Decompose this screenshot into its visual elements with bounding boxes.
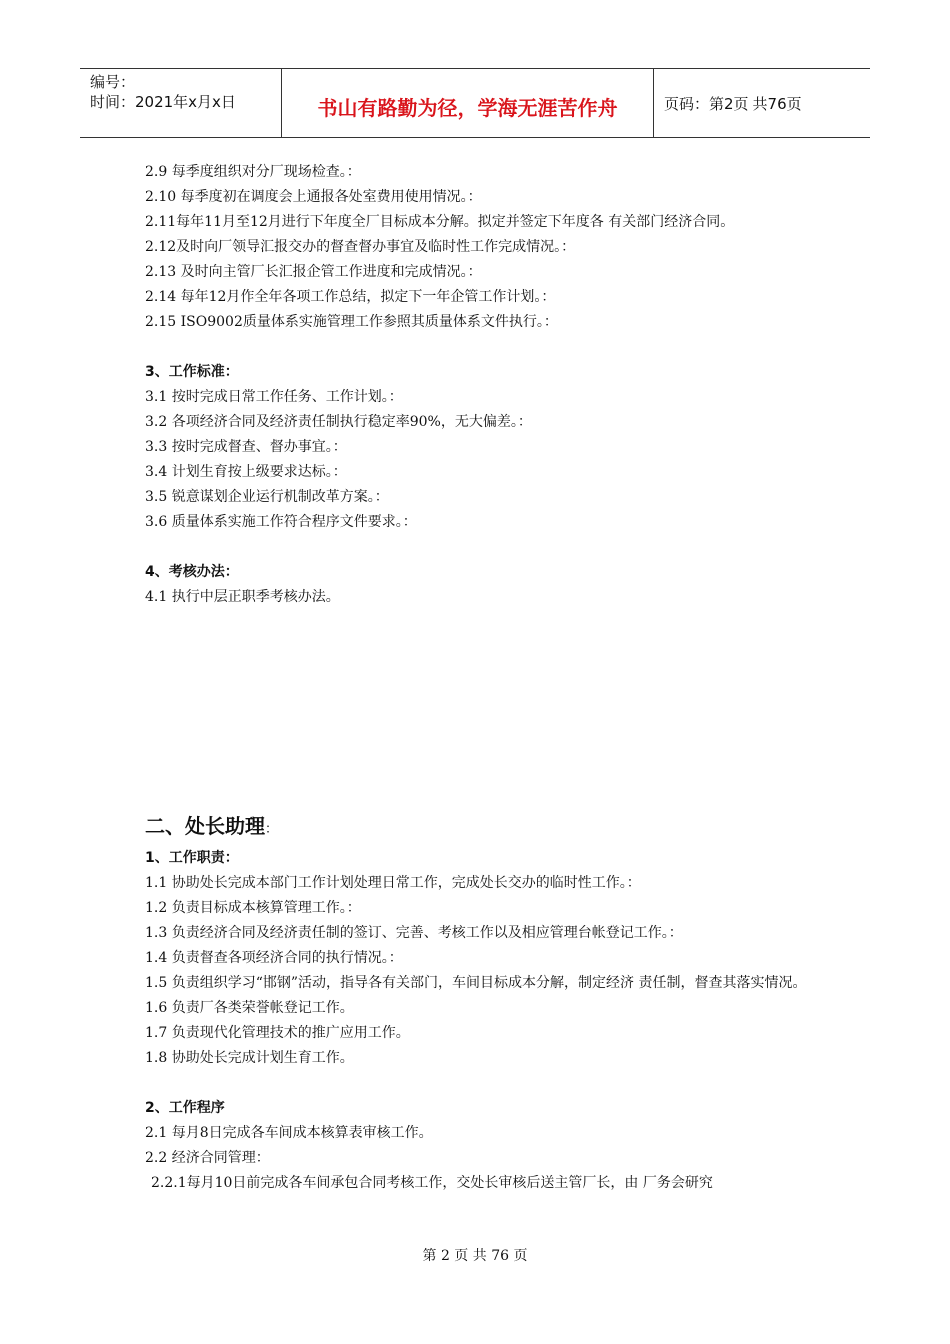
list-item: 2.15 ISO9002质量体系实施管理工作参照其质量体系文件执行。：	[145, 314, 558, 330]
header-motto	[282, 69, 654, 137]
list-item: 3.3 按时完成督查、督办事宜。：	[145, 439, 347, 455]
list-item: 1.6 负责厂各类荣誉帐登记工作。	[145, 1000, 354, 1016]
list-item: 1.5 负责组织学习“邯钢”活动，指导各有关部门，车间目标成本分解，制定经济 责任制，督查其落实情况。	[145, 975, 807, 991]
list-item: 1.2 负责目标成本核算管理工作。：	[145, 900, 361, 916]
section1-list	[145, 160, 825, 335]
total-label: 共76页	[752, 94, 802, 113]
list-item: 3.6 质量体系实施工作符合程序文件要求。：	[145, 514, 417, 530]
assistant-title-suffix: ：	[265, 822, 279, 837]
header-page-info	[654, 69, 870, 137]
list-item: 1.3 负责经济合同及经济责任制的签订、完善、考核工作以及相应管理台帐登记工作。：	[145, 925, 683, 941]
number-label: 编号：	[90, 73, 136, 91]
list-item: 3.1 按时完成日常工作任务、工作计划。：	[145, 389, 403, 405]
procedure-list	[145, 1121, 825, 1196]
page-header	[80, 68, 870, 138]
list-item: 3.2 各项经济合同及经济责任制执行稳定率90%，无大偏差。：	[145, 414, 532, 430]
list-item: 2.13 及时向主管厂长汇报企管工作进度和完成情况。：	[145, 264, 482, 280]
list-item: 1.1 协助处长完成本部门工作计划处理日常工作，完成处长交办的临时性工作。：	[145, 875, 641, 891]
duties-list	[145, 871, 825, 1071]
assistant-title-text: 二、处长助理	[145, 814, 265, 838]
page-footer	[0, 1245, 950, 1265]
duties-heading: 1、工作职责：	[145, 850, 239, 866]
motto-text: 书山有路勤为径，学海无涯苦作舟	[317, 95, 618, 120]
footer-page-number: 第 2 页 共 76 页	[422, 1248, 528, 1264]
list-item: 2.9 每季度组织对分厂现场检查。：	[145, 164, 361, 180]
list-item: 2.2.1每月10日前完成各车间承包合同考核工作，交处长审核后送主管厂长，由 厂务会研究	[151, 1175, 713, 1191]
list-item: 1.4 负责督查各项经济合同的执行情况。：	[145, 950, 403, 966]
procedure-heading: 2、工作程序	[145, 1100, 225, 1116]
assessment-heading: 4、考核办法：	[145, 564, 239, 580]
list-item: 2.2 经济合同管理：	[145, 1150, 270, 1166]
list-item: 4.1 执行中层正职季考核办法。	[145, 589, 340, 605]
list-item: 2.12及时向厂领导汇报交办的督查督办事宜及临时性工作完成情况。：	[145, 239, 576, 255]
time-label: 时间：2021年x月x日	[90, 93, 236, 111]
list-item: 1.8 协助处长完成计划生育工作。	[145, 1050, 354, 1066]
list-item: 3.5 锐意谋划企业运行机制改革方案。：	[145, 489, 389, 505]
list-item: 2.11每年11月至12月进行下年度全厂目标成本分解。拟定并签定下年度各 有关部门经济合同。	[145, 214, 735, 230]
list-item: 1.7 负责现代化管理技术的推广应用工作。	[145, 1025, 410, 1041]
page-label: 页码：第2页	[664, 94, 749, 113]
list-item: 2.14 每年12月作全年各项工作总结，拟定下一年企管工作计划。：	[145, 289, 556, 305]
standards-heading: 3、工作标准：	[145, 364, 239, 380]
list-item: 2.10 每季度初在调度会上通报各处室费用使用情况。：	[145, 189, 482, 205]
assistant-title	[145, 810, 825, 842]
standards-list	[145, 385, 825, 535]
header-meta	[80, 69, 282, 137]
list-item: 2.1 每月8日完成各车间成本核算表审核工作。	[145, 1125, 433, 1141]
document-body	[145, 160, 825, 1196]
list-item: 3.4 计划生育按上级要求达标。：	[145, 464, 347, 480]
